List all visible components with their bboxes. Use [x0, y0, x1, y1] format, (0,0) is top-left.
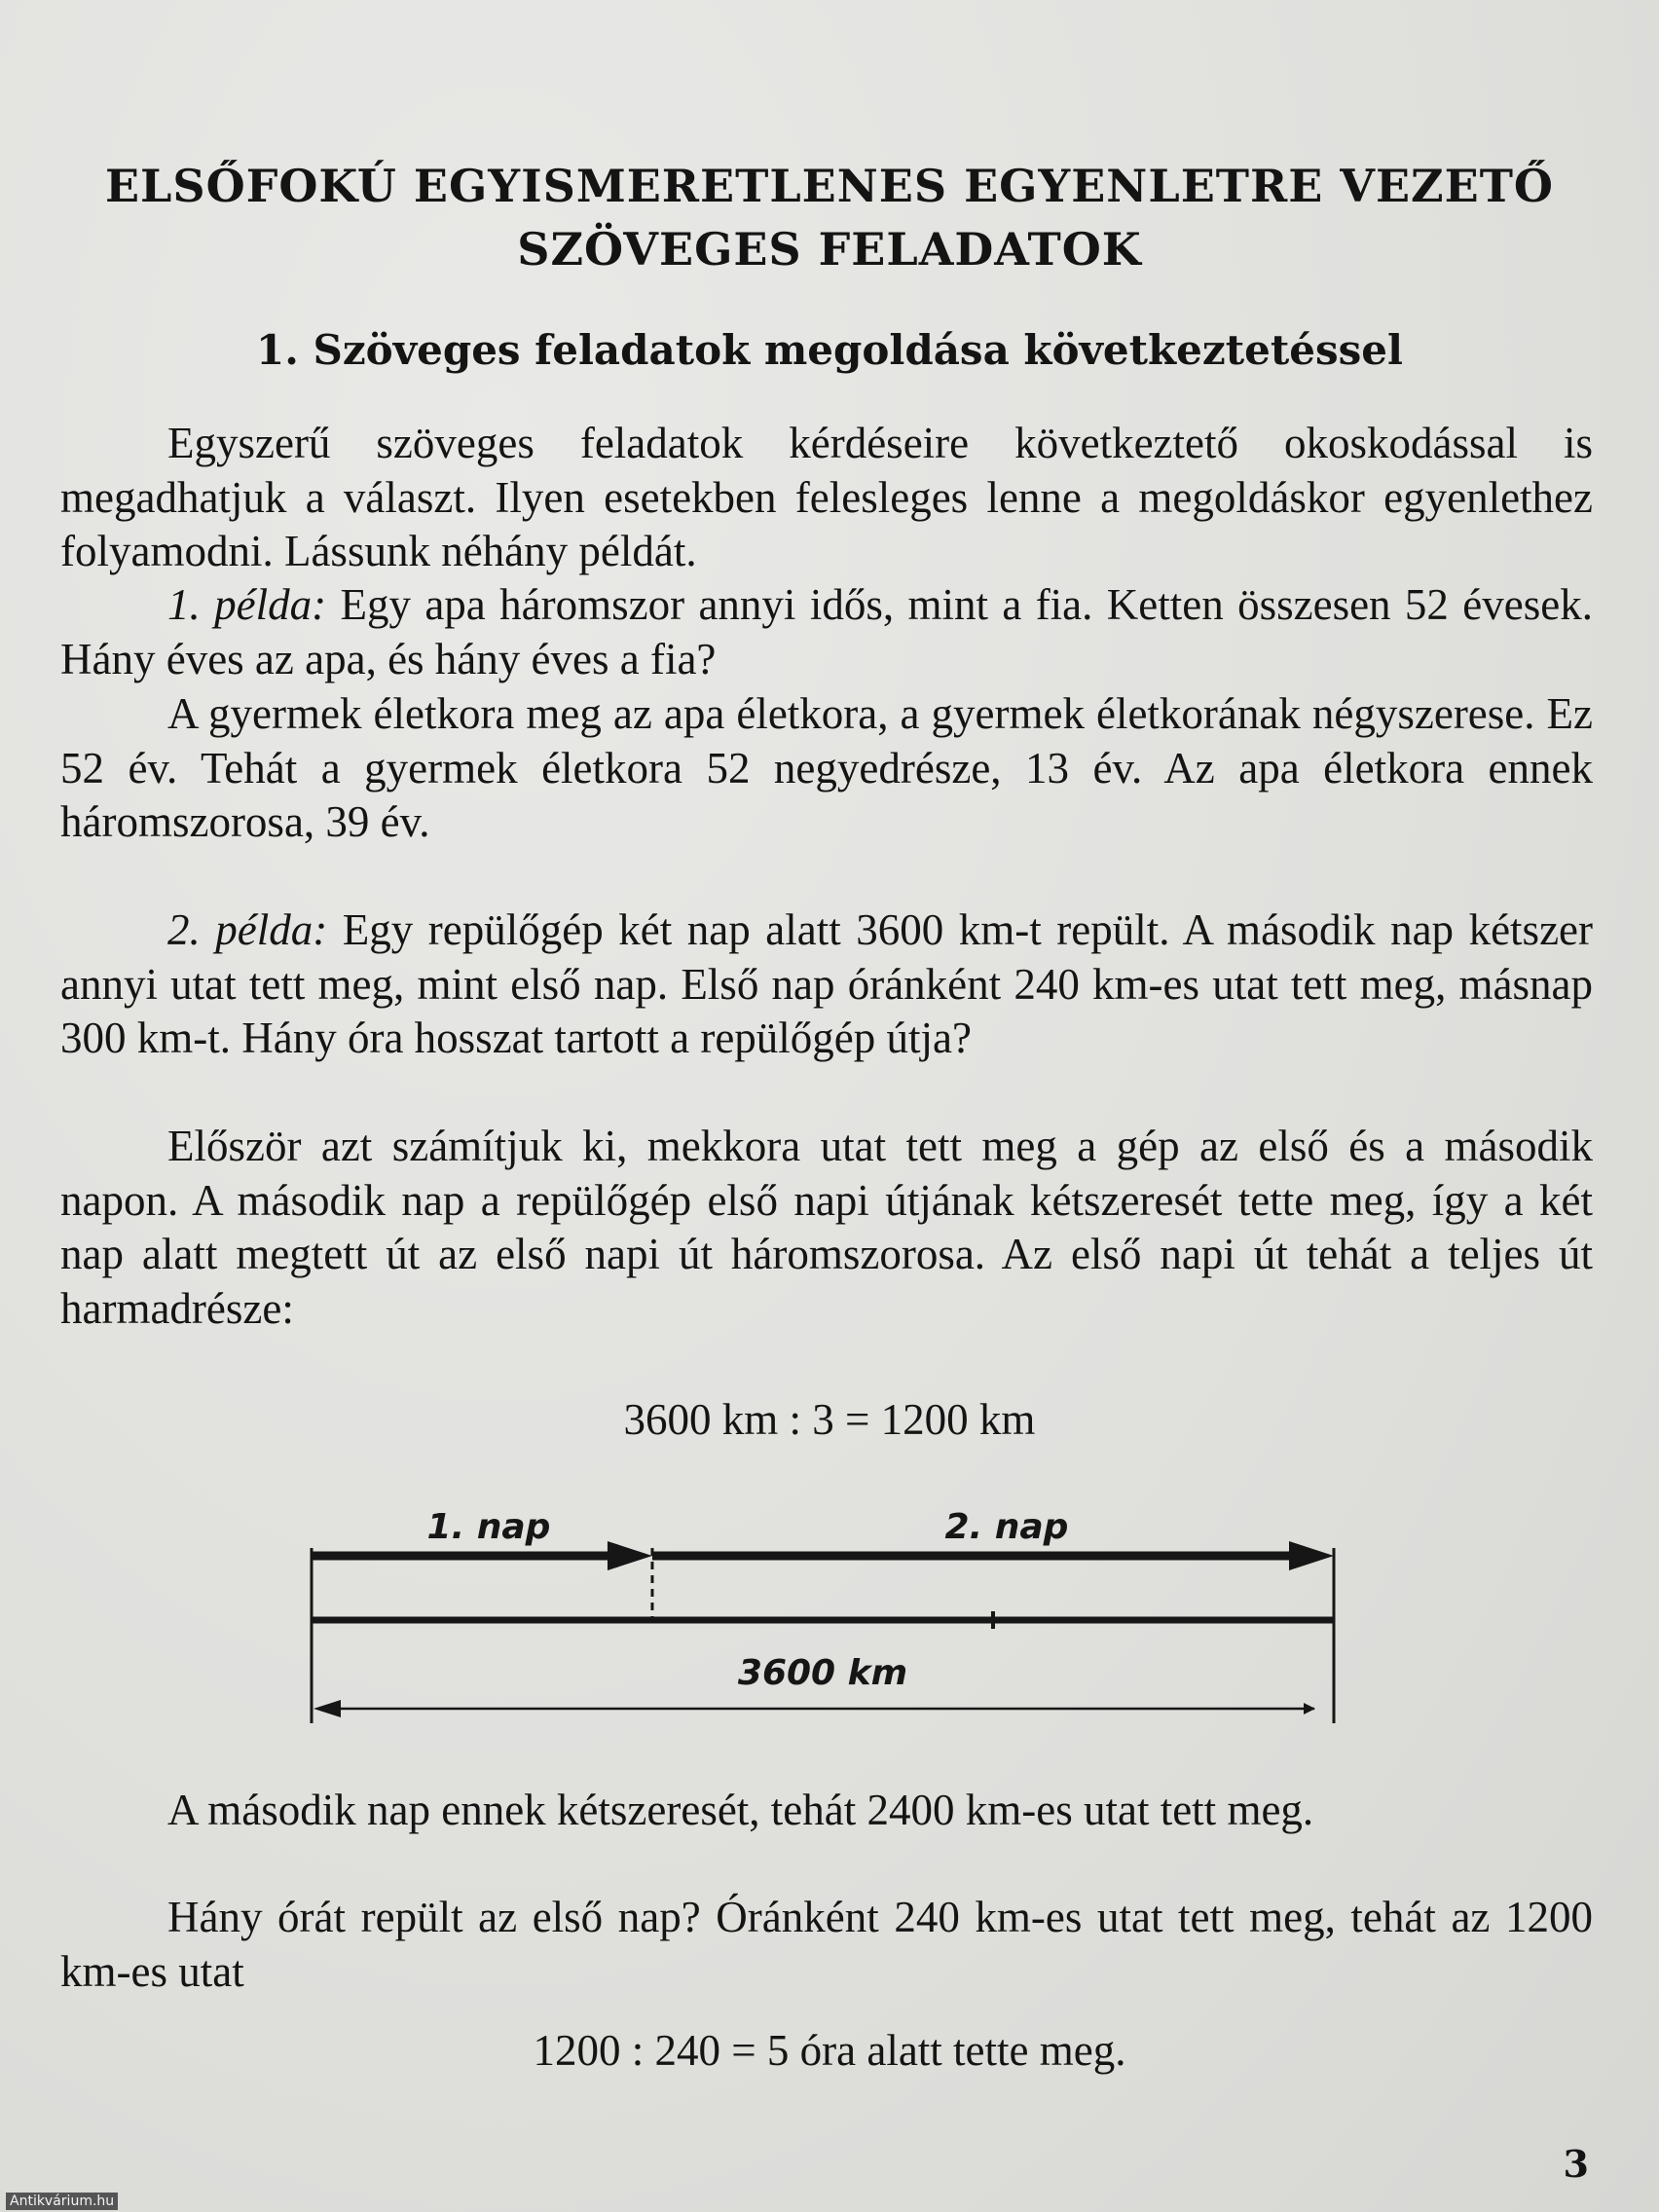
watermark: Antikvárium.hu — [6, 2193, 118, 2210]
example-2-label: 2. példa: — [167, 905, 328, 954]
day-1-label: 1. nap — [426, 1507, 551, 1547]
total-distance-label: 3600 km — [737, 1653, 908, 1693]
second-day-paragraph: A második nap ennek kétszeresét, tehát 2400 km-es utat tett meg. — [167, 1786, 1314, 1834]
example-1-label: 1. példa: — [167, 580, 327, 629]
distance-diagram — [292, 1490, 1363, 1733]
chapter-title-line-1: ELSŐFOKÚ EGYISMERETLENES EGYENLETRE VEZETŐ — [105, 160, 1554, 212]
example-1-paragraph — [60, 578, 1593, 686]
example-2-solution: Először azt számítjuk ki, mekkora utat tett meg a gép az első és a második napon. A második nap a repülőgép első napi útjának kétszeresét tette meg, így a két nap alatt megtett út az első napi út háromszorosa. Az első napi út tehát a teljes út harmadrésze: — [60, 1122, 1593, 1333]
example-1-solution: A gyermek életkora meg az apa életkora, a gyermek életkorának négyszerese. Ez 52 év. Tehát a gyermek életkora 52 negyedrésze, 13 év. Az apa életkora ennek háromszorosa, 39 év. — [60, 689, 1593, 846]
day-2-label: 2. nap — [944, 1507, 1069, 1547]
intro-paragraph: Egyszerű szöveges feladatok kérdéseire következtető okoskodással is megadhatjuk a választ. Ilyen esetekben felesleges lenne a megoldáskor egyenlethez folyamodni. Lássunk néhány példát. — [60, 419, 1593, 575]
section-heading: 1. Szöveges feladatok megoldása következtetéssel — [256, 326, 1403, 374]
page-number: 3 — [1563, 2142, 1589, 2186]
chapter-title-line-2: SZÖVEGES FELADATOK — [517, 223, 1142, 276]
example-1-text: Egy apa háromszor annyi idős, mint a fia. Ketten összesen 52 évesek. Hány éves az apa, és hány éves a fia? — [60, 580, 1593, 683]
dimension-arrow-left — [313, 1700, 341, 1717]
formula-first-day-hours: 1200 : 240 = 5 óra alatt tette meg. — [533, 2026, 1126, 2075]
hours-question-paragraph: Hány órát repült az első nap? Óránként 240 km-es utat tett meg, tehát az 1200 km-es utat — [60, 1893, 1593, 1996]
formula-first-day-distance: 3600 km : 3 = 1200 km — [623, 1395, 1036, 1444]
example-2-text: Egy repülőgép két nap alatt 3600 km-t repült. A második nap kétszer annyi utat tett meg, mint első nap. Első nap óránként 240 km-es utat tett meg, másnap 300 km-t. Hány óra hosszat tartott a repülőgép útja? — [60, 905, 1593, 1062]
example-2-paragraph — [60, 903, 1593, 1066]
